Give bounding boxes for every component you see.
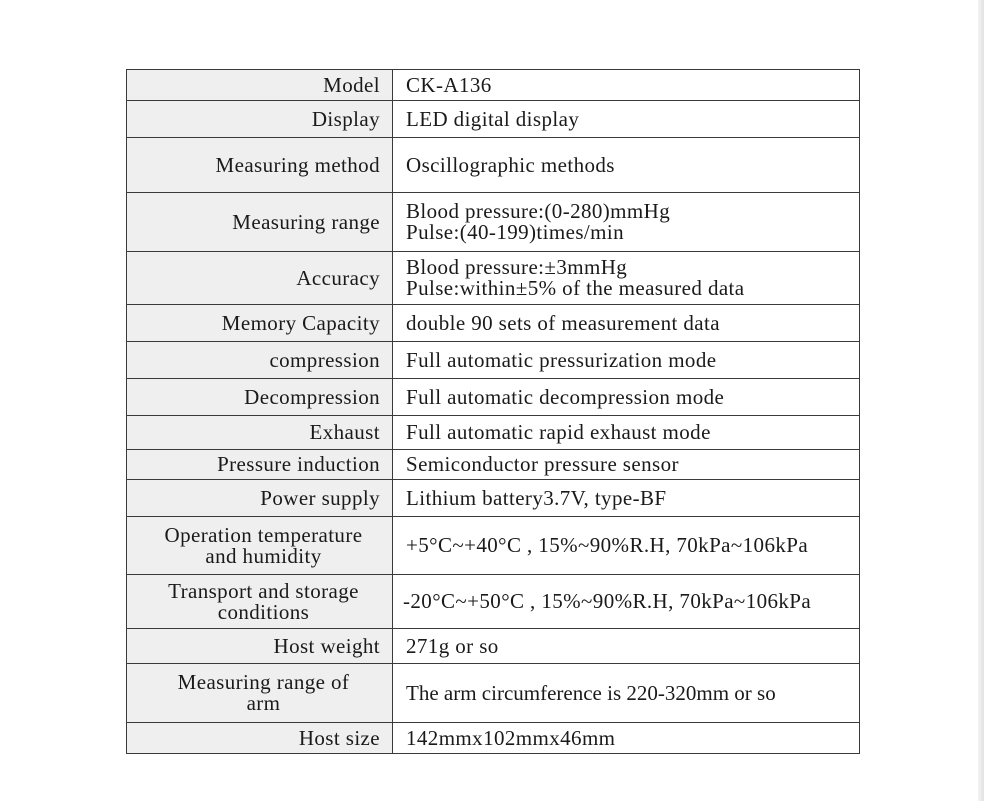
spec-value (393, 138, 860, 193)
table-row (127, 517, 860, 575)
spec-value (393, 342, 860, 379)
spec-value (393, 305, 860, 342)
spec-label-text: Pressure induction (217, 452, 380, 476)
spec-label (127, 342, 393, 379)
spec-label (127, 416, 393, 450)
table-row (127, 252, 860, 305)
spec-label (127, 450, 393, 480)
spec-label (127, 575, 393, 629)
spec-label-line: and humidity (205, 543, 322, 568)
spec-value (393, 193, 860, 252)
page-edge-shadow (978, 0, 984, 801)
table-row (127, 70, 860, 101)
table-row (127, 305, 860, 342)
spec-label (127, 305, 393, 342)
spec-value-text: The arm circumference is 220-320mm or so (406, 680, 776, 705)
spec-label-line: Measuring range of (177, 670, 350, 694)
spec-value (393, 517, 860, 575)
spec-label (127, 723, 393, 754)
spec-label (127, 138, 393, 193)
table-row (127, 138, 860, 193)
spec-label (127, 252, 393, 305)
spec-label-text: Measuring method (215, 152, 380, 177)
spec-value-text: 142mmx102mmx46mm (406, 725, 616, 750)
spec-label-line: Operation temperature (164, 522, 363, 547)
spec-label-text: Memory Capacity (221, 310, 380, 335)
spec-value-line: Pulse:within±5% of the measured data (406, 276, 745, 300)
spec-value-text: -20°C~+50°C , 15%~90%R.H, 70kPa~106kPa (403, 589, 812, 613)
table-row (127, 629, 860, 664)
spec-label (127, 101, 393, 138)
spec-value-text: Semiconductor pressure sensor (406, 452, 679, 476)
spec-value-line: Blood pressure:±3mmHg (406, 255, 628, 279)
spec-value-line: Pulse:(40-199)times/min (406, 220, 625, 244)
table-row (127, 379, 860, 416)
table-row (127, 193, 860, 252)
spec-table (126, 69, 860, 754)
spec-value (393, 450, 860, 480)
spec-value-text: Oscillographic methods (406, 152, 615, 177)
spec-value (393, 664, 860, 723)
spec-label (127, 517, 393, 575)
spec-value (393, 723, 860, 754)
spec-label (127, 480, 393, 517)
spec-value (393, 416, 860, 450)
table-row (127, 664, 860, 723)
spec-value (393, 480, 860, 517)
spec-value-text: Full automatic rapid exhaust mode (406, 420, 711, 444)
table-row (127, 416, 860, 450)
spec-label (127, 379, 393, 416)
table-row (127, 723, 860, 754)
spec-label-line: Transport and storage (168, 578, 359, 603)
spec-value (393, 629, 860, 664)
spec-value-text: +5°C~+40°C , 15%~90%R.H, 70kPa~106kPa (406, 533, 809, 557)
spec-label-text: Accuracy (296, 265, 380, 290)
spec-label-text: Model (323, 72, 380, 97)
spec-value-text: LED digital display (406, 106, 580, 131)
spec-value-line: Blood pressure:(0-280)mmHg (406, 199, 671, 223)
spec-value-text: Full automatic pressurization mode (406, 347, 717, 372)
spec-value (393, 575, 860, 629)
spec-value (393, 379, 860, 416)
spec-value (393, 101, 860, 138)
spec-value-text: 271g or so (406, 633, 499, 658)
spec-value-text: CK-A136 (406, 72, 492, 97)
table-row (127, 101, 860, 138)
table-row (127, 480, 860, 517)
spec-label-text: Exhaust (309, 420, 380, 444)
spec-value-text: Full automatic decompression mode (406, 384, 725, 409)
spec-label-text: Host weight (273, 633, 380, 658)
spec-label-text: Decompression (244, 384, 380, 409)
spec-label-line: arm (246, 691, 281, 715)
spec-label (127, 193, 393, 252)
spec-label-text: Display (311, 106, 380, 131)
spec-value (393, 70, 860, 101)
spec-label-text: compression (269, 347, 380, 372)
spec-label-line: conditions (217, 599, 310, 624)
table-row (127, 450, 860, 480)
spec-label (127, 629, 393, 664)
spec-value (393, 252, 860, 305)
table-row (127, 575, 860, 629)
spec-value-text: Lithium battery3.7V, type-BF (406, 485, 667, 510)
spec-label-text: Power supply (260, 485, 380, 510)
spec-value-text: double 90 sets of measurement data (406, 310, 720, 335)
spec-label (127, 664, 393, 723)
table-row (127, 342, 860, 379)
spec-label (127, 70, 393, 101)
spec-label-text: Measuring range (232, 209, 380, 234)
spec-label-text: Host size (298, 725, 380, 750)
